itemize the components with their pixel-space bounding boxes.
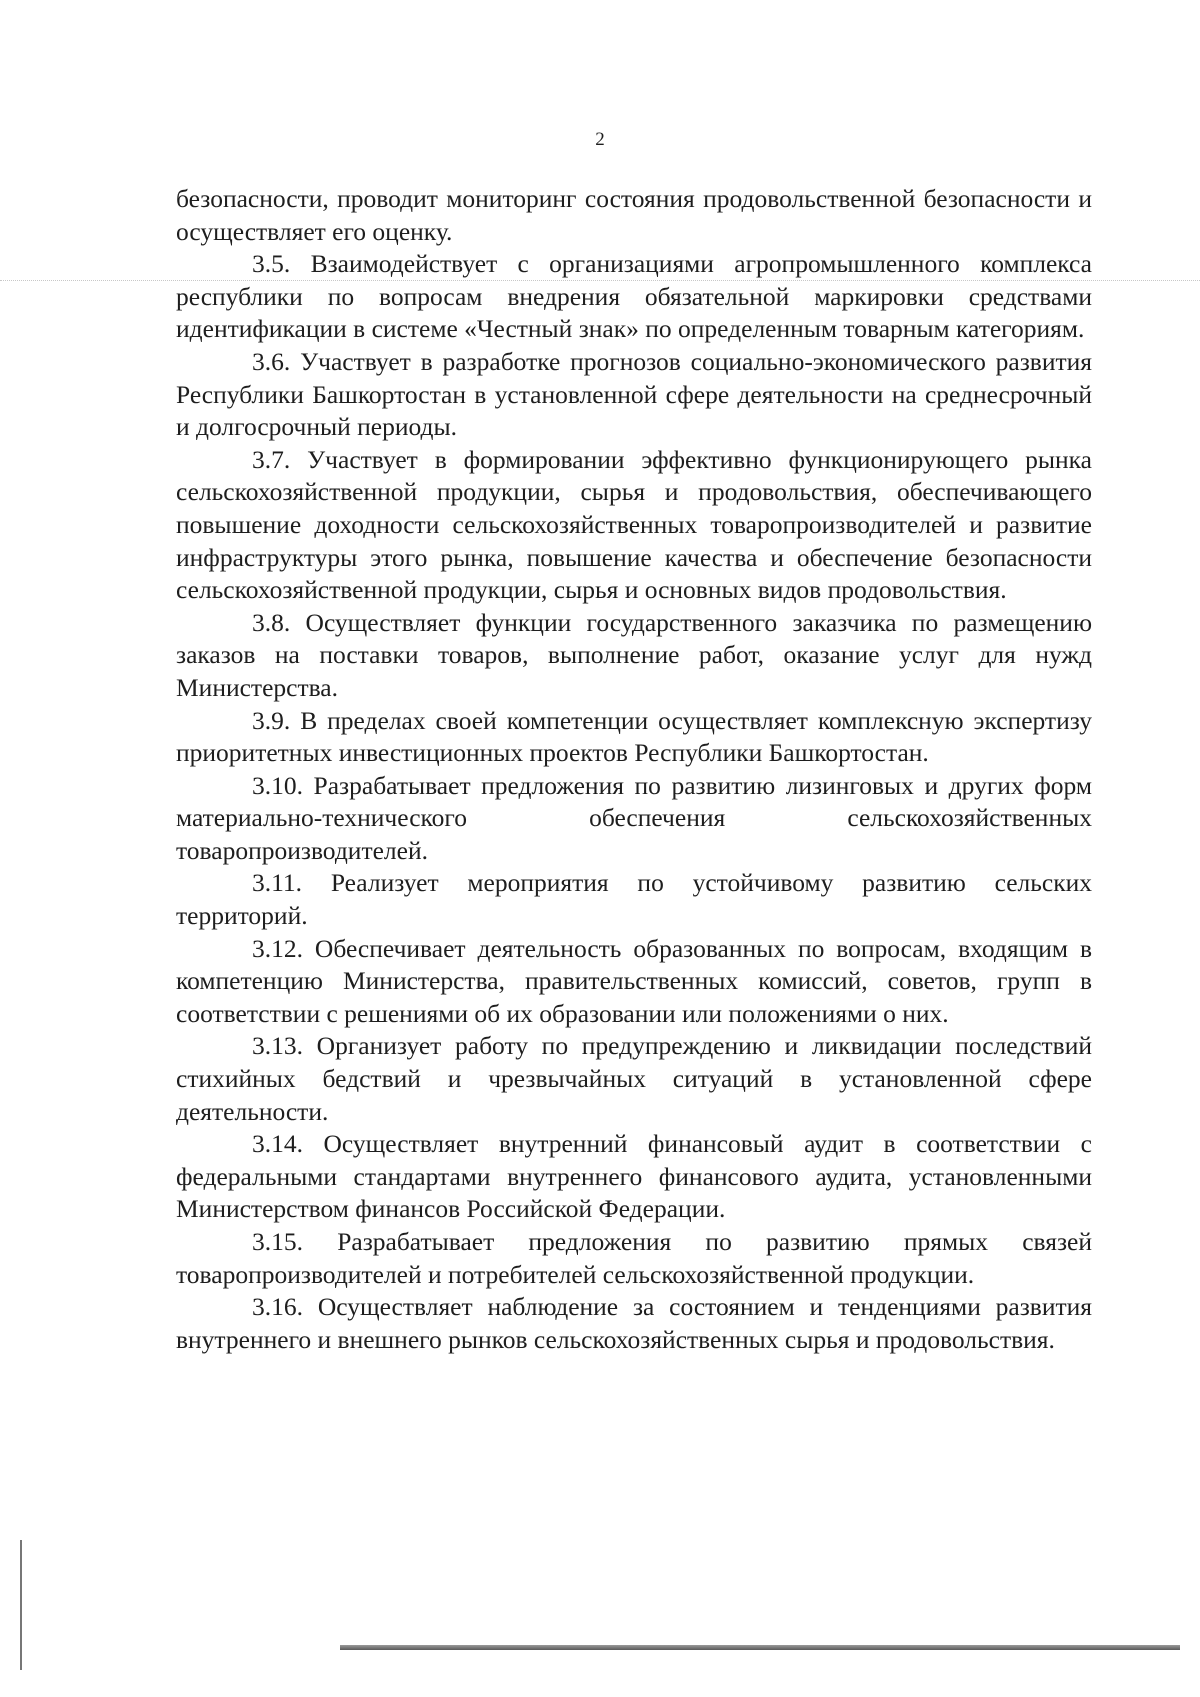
paragraph-3-11: 3.11. Реализует мероприятия по устойчивому развитию сельских территорий. bbox=[176, 868, 1092, 931]
paragraph-3-15: 3.15. Разрабатывает предложения по развитию прямых связей товаропроизводителей и потребителей сельскохозяйственной продукции. bbox=[176, 1227, 1092, 1289]
paragraph-3-9: 3.9. В пределах своей компетенции осуществляет комплексную экспертизу приоритетных инвестиционных проектов Республики Башкортостан. bbox=[176, 705, 1092, 768]
paragraph-continuation: безопасности, проводит мониторинг состояния продовольственной безопасности и осуществляет его оценку. bbox=[176, 184, 1092, 246]
paragraph-3-10: 3.10. Разрабатывает предложения по развитию лизинговых и других форм материально-технического обеспечения сельскохозяйственных товаропроизводителей. bbox=[176, 770, 1092, 865]
paragraph-3-6: 3.6. Участвует в разработке прогнозов социально-экономического развития Республики Башкортостан в установленной сфере деятельности на среднесрочный и долгосрочный периоды. bbox=[176, 346, 1092, 442]
paragraph-3-12: 3.12. Обеспечивает деятельность образованных по вопросам, входящим в компетенцию Министерства, правительственных комиссий, советов, групп в соответствии с решениями об их образовании или положениями о них. bbox=[176, 933, 1092, 1028]
paragraph-3-14: 3.14. Осуществляет внутренний финансовый аудит в соответствии с федеральными стандартами внутреннего финансового аудита, установленными Министерством финансов Российской Федерации. bbox=[176, 1129, 1092, 1224]
page-number: 2 bbox=[595, 129, 605, 150]
paragraph-3-7: 3.7. Участвует в формировании эффективно функционирующего рынка сельскохозяйственной продукции, сырья и продовольствия, обеспечивающего повышение доходности сельскохозяйственных товаропроизводителей и развитие инфраструктуры этого рынка, повышение качества и обеспечение безопасности сельскохозяйственной продукции, сырья и основных видов продовольствия. bbox=[176, 444, 1092, 605]
paragraph-3-5: 3.5. Взаимодействует с организациями агропромышленного комплекса республики по вопросам внедрения обязательной маркировки средствами идентификации в системе «Честный знак» по определенным товарным категориям. bbox=[176, 249, 1092, 344]
document-body bbox=[176, 183, 1092, 1356]
paragraph-3-16: 3.16. Осуществляет наблюдение за состоянием и тенденциями развития внутреннего и внешнего рынков сельскохозяйственных сырья и продовольствия. bbox=[176, 1292, 1092, 1354]
paragraph-3-8: 3.8. Осуществляет функции государственного заказчика по размещению заказов на поставки товаров, выполнение работ, оказание услуг для нужд Министерства. bbox=[176, 607, 1092, 702]
scan-artifact-bottom-edge bbox=[340, 1645, 1180, 1650]
scan-artifact-left-edge bbox=[20, 1540, 22, 1670]
paragraph-3-13: 3.13. Организует работу по предупреждению и ликвидации последствий стихийных бедствий и чрезвычайных ситуаций в установленной сфере деятельности. bbox=[176, 1031, 1092, 1126]
